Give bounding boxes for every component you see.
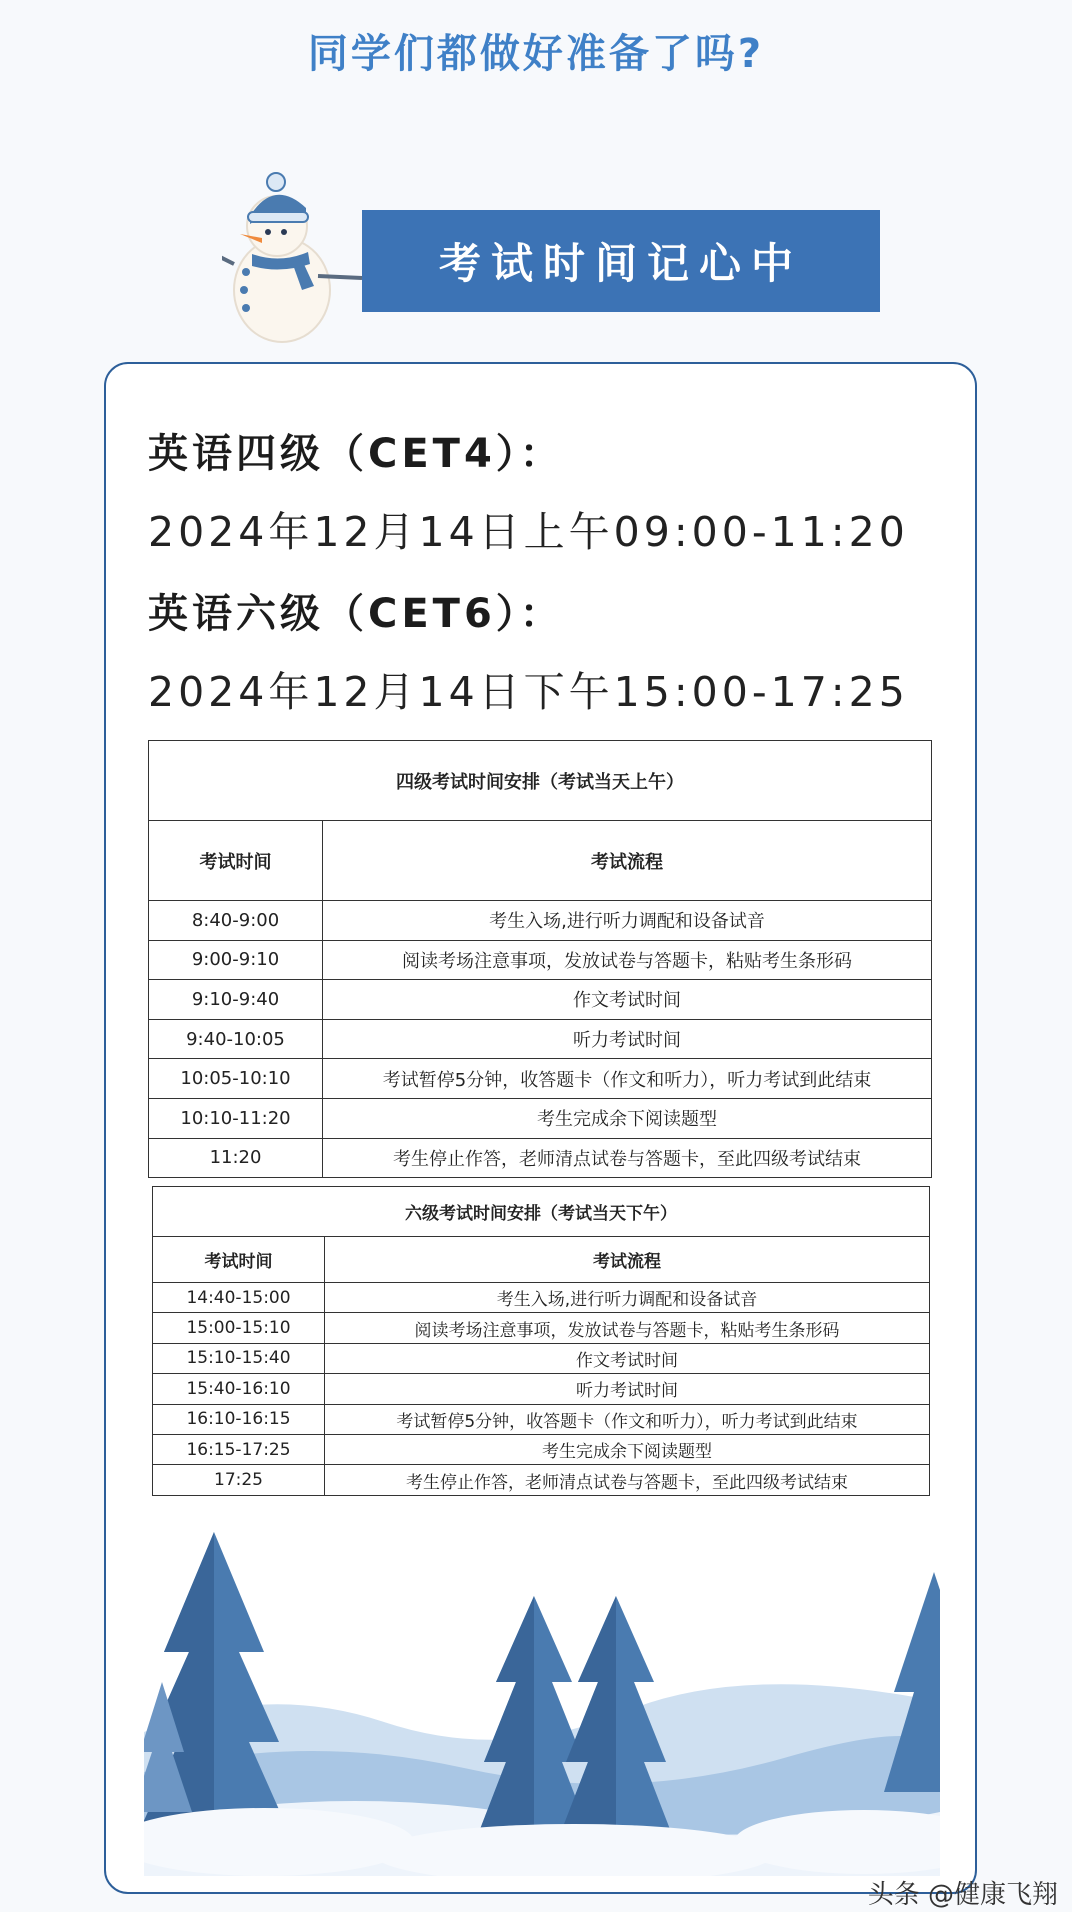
winter-forest-illustration bbox=[144, 1532, 940, 1876]
table-row bbox=[149, 1019, 932, 1059]
time-cell: 17:25 bbox=[153, 1465, 325, 1495]
time-cell: 11:20 bbox=[149, 1138, 323, 1178]
table-row bbox=[153, 1343, 930, 1373]
time-cell: 10:05-10:10 bbox=[149, 1059, 323, 1099]
cet4-heading: 英语四级（CET4）： bbox=[148, 431, 564, 477]
process-cell: 阅读考场注意事项，发放试卷与答题卡，粘贴考生条形码 bbox=[325, 1313, 930, 1343]
table-row bbox=[149, 901, 932, 941]
column-header-time: 考试时间 bbox=[149, 821, 323, 901]
process-cell: 作文考试时间 bbox=[325, 1343, 930, 1373]
table-row bbox=[149, 980, 932, 1020]
cet6-schedule-table bbox=[152, 1186, 930, 1496]
process-cell: 考试暂停5分钟，收答题卡（作文和听力），听力考试到此结束 bbox=[325, 1404, 930, 1434]
table-row bbox=[149, 1059, 932, 1099]
process-cell: 考生入场,进行听力调配和设备试音 bbox=[325, 1283, 930, 1313]
process-cell: 考生入场,进行听力调配和设备试音 bbox=[323, 901, 932, 941]
banner-section-title: 考试时间记心中 bbox=[362, 210, 880, 312]
process-cell: 阅读考场注意事项，发放试卷与答题卡，粘贴考生条形码 bbox=[323, 940, 932, 980]
schedule-card bbox=[104, 362, 977, 1894]
watermark: 头条 @健康飞翔 bbox=[867, 1880, 1058, 1910]
column-header-process: 考试流程 bbox=[323, 821, 932, 901]
table-row bbox=[149, 1138, 932, 1178]
table-row bbox=[153, 1374, 930, 1404]
table-row bbox=[153, 1434, 930, 1464]
process-cell: 考生停止作答，老师清点试卷与答题卡，至此四级考试结束 bbox=[325, 1465, 930, 1495]
time-cell: 9:00-9:10 bbox=[149, 940, 323, 980]
page-title: 同学们都做好准备了吗? bbox=[307, 31, 765, 77]
process-cell: 考生完成余下阅读题型 bbox=[323, 1098, 932, 1138]
time-cell: 15:40-16:10 bbox=[153, 1374, 325, 1404]
time-cell: 15:00-15:10 bbox=[153, 1313, 325, 1343]
time-cell: 16:10-16:15 bbox=[153, 1404, 325, 1434]
time-cell: 9:10-9:40 bbox=[149, 980, 323, 1020]
process-cell: 考生停止作答，老师清点试卷与答题卡，至此四级考试结束 bbox=[323, 1138, 932, 1178]
time-cell: 15:10-15:40 bbox=[153, 1343, 325, 1373]
table-caption: 四级考试时间安排（考试当天上午） bbox=[149, 741, 932, 821]
cet4-time: 2024年12月14日上午09:00-11:20 bbox=[148, 508, 909, 556]
process-cell: 听力考试时间 bbox=[323, 1019, 932, 1059]
table-caption: 六级考试时间安排（考试当天下午） bbox=[153, 1187, 930, 1237]
column-header-time: 考试时间 bbox=[153, 1237, 325, 1283]
table-row bbox=[153, 1465, 930, 1495]
table-row bbox=[153, 1283, 930, 1313]
table-row bbox=[149, 1098, 932, 1138]
column-header-process: 考试流程 bbox=[325, 1237, 930, 1283]
time-cell: 16:15-17:25 bbox=[153, 1434, 325, 1464]
time-cell: 14:40-15:00 bbox=[153, 1283, 325, 1313]
cet4-schedule-table bbox=[148, 740, 932, 1178]
table-row bbox=[153, 1313, 930, 1343]
cet6-heading: 英语六级（CET6）： bbox=[148, 591, 564, 637]
process-cell: 听力考试时间 bbox=[325, 1374, 930, 1404]
time-cell: 9:40-10:05 bbox=[149, 1019, 323, 1059]
time-cell: 8:40-9:00 bbox=[149, 901, 323, 941]
process-cell: 考试暂停5分钟，收答题卡（作文和听力），听力考试到此结束 bbox=[323, 1059, 932, 1099]
table-row bbox=[149, 940, 932, 980]
table-row bbox=[153, 1404, 930, 1434]
process-cell: 作文考试时间 bbox=[323, 980, 932, 1020]
process-cell: 考生完成余下阅读题型 bbox=[325, 1434, 930, 1464]
time-cell: 10:10-11:20 bbox=[149, 1098, 323, 1138]
cet6-time: 2024年12月14日下午15:00-17:25 bbox=[148, 668, 909, 716]
